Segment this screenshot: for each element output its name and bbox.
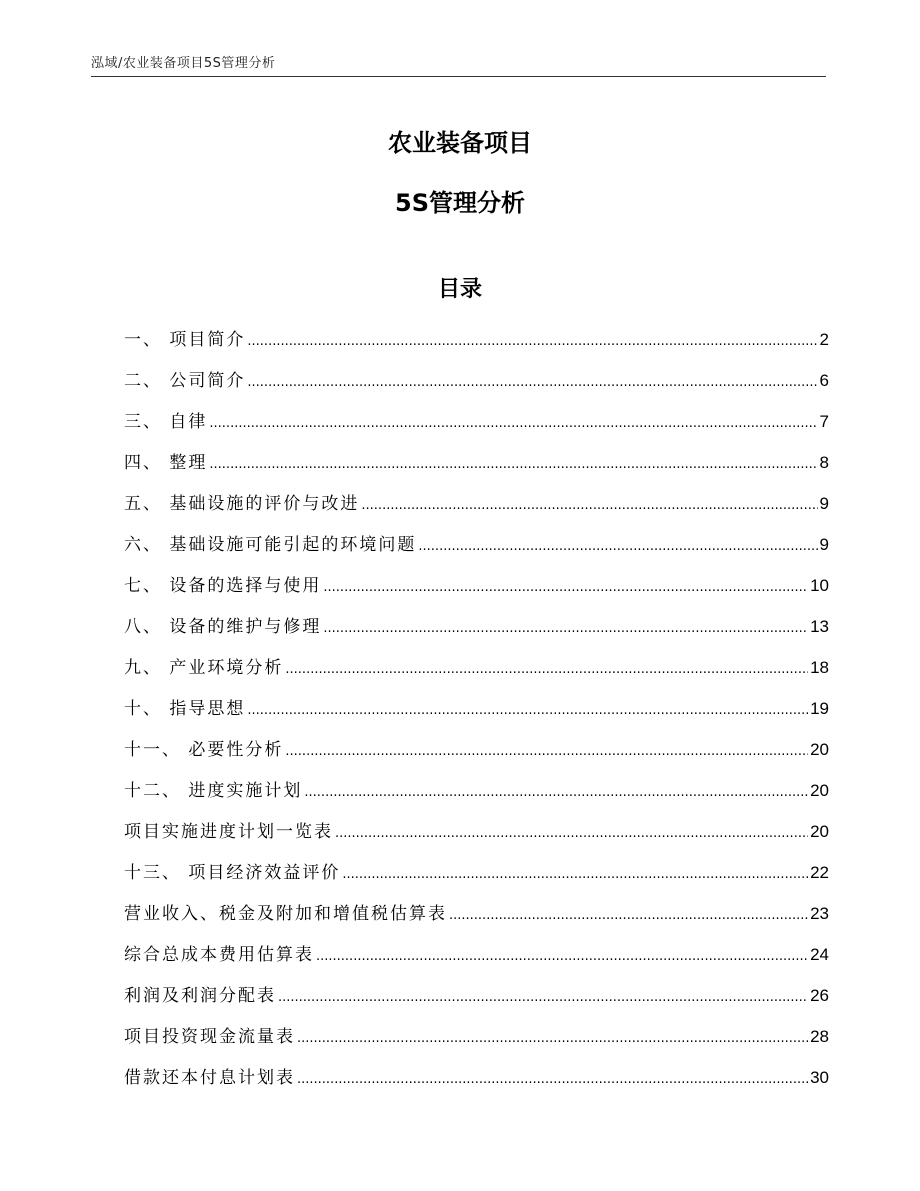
toc-entry-page: 7 bbox=[819, 412, 829, 431]
toc-entry-label: 项目实施进度计划一览表 bbox=[124, 822, 333, 842]
toc-leader-dots bbox=[297, 1072, 808, 1087]
toc-leader-dots bbox=[247, 375, 817, 390]
toc-entry-label: 综合总成本费用估算表 bbox=[124, 945, 314, 965]
toc-entry[interactable] bbox=[124, 735, 829, 776]
toc-heading: 目录 bbox=[437, 277, 482, 302]
toc-entry-page: 10 bbox=[810, 576, 829, 595]
toc-entry-label: 十一、 必要性分析 bbox=[124, 740, 284, 760]
toc-entry-page: 28 bbox=[810, 1027, 829, 1046]
toc-entry-page: 20 bbox=[810, 781, 829, 800]
toc-entry-page: 9 bbox=[819, 494, 829, 513]
toc-leader-dots bbox=[297, 1031, 808, 1046]
toc-entry-page: 26 bbox=[810, 986, 829, 1005]
toc-entry-label: 三、 自律 bbox=[124, 412, 208, 432]
toc-entry[interactable] bbox=[124, 571, 829, 612]
running-header: 泓域/农业装备项目5S管理分析 bbox=[91, 56, 276, 71]
toc-entry[interactable] bbox=[124, 653, 829, 694]
toc-leader-dots bbox=[285, 744, 808, 759]
toc-entry[interactable] bbox=[124, 981, 829, 1022]
toc-entry-label: 二、 公司简介 bbox=[124, 371, 246, 391]
toc-entry-page: 20 bbox=[810, 822, 829, 841]
toc-leader-dots bbox=[361, 498, 817, 513]
toc-entry-label: 八、 设备的维护与修理 bbox=[124, 617, 322, 637]
header-divider bbox=[91, 76, 826, 77]
toc-leader-dots bbox=[335, 826, 808, 841]
toc-entry-label: 十、 指导思想 bbox=[124, 699, 246, 719]
toc-entry[interactable] bbox=[124, 489, 829, 530]
toc-entry-page: 8 bbox=[819, 453, 829, 472]
toc-entry-label: 七、 设备的选择与使用 bbox=[124, 576, 322, 596]
document-title: 农业装备项目 bbox=[388, 129, 532, 157]
toc-leader-dots bbox=[247, 334, 817, 349]
toc-leader-dots bbox=[323, 621, 808, 636]
toc-entry[interactable] bbox=[124, 940, 829, 981]
toc-leader-dots bbox=[247, 703, 808, 718]
toc-entry-label: 十二、 进度实施计划 bbox=[124, 781, 303, 801]
toc-leader-dots bbox=[342, 867, 808, 882]
toc-entry-label: 利润及利润分配表 bbox=[124, 986, 276, 1006]
toc-entry-label: 九、 产业环境分析 bbox=[124, 658, 284, 678]
toc-entry-label: 借款还本付息计划表 bbox=[124, 1068, 295, 1088]
toc-entry-page: 13 bbox=[810, 617, 829, 636]
toc-entry[interactable] bbox=[124, 530, 829, 571]
toc-leader-dots bbox=[278, 990, 808, 1005]
toc-entry-label: 营业收入、税金及附加和增值税估算表 bbox=[124, 904, 447, 924]
toc-entry-label: 五、 基础设施的评价与改进 bbox=[124, 494, 360, 514]
toc-leader-dots bbox=[323, 580, 808, 595]
toc-leader-dots bbox=[418, 539, 817, 554]
toc-entry-label: 十三、 项目经济效益评价 bbox=[124, 863, 341, 883]
toc-entry-label: 四、 整理 bbox=[124, 453, 208, 473]
toc-entry[interactable] bbox=[124, 858, 829, 899]
toc-entry-page: 30 bbox=[810, 1068, 829, 1087]
toc-entry-page: 6 bbox=[819, 371, 829, 390]
toc-leader-dots bbox=[285, 662, 808, 677]
toc-entry[interactable] bbox=[124, 817, 829, 858]
toc-entry[interactable] bbox=[124, 612, 829, 653]
toc-entry-page: 2 bbox=[819, 330, 829, 349]
toc-entry-page: 20 bbox=[810, 740, 829, 759]
toc-entry[interactable] bbox=[124, 1063, 829, 1104]
toc-entry-page: 22 bbox=[810, 863, 829, 882]
toc-entry[interactable] bbox=[124, 1022, 829, 1063]
toc-entry[interactable] bbox=[124, 325, 829, 366]
toc-leader-dots bbox=[209, 457, 817, 472]
toc-entry[interactable] bbox=[124, 366, 829, 407]
toc-entry[interactable] bbox=[124, 694, 829, 735]
toc-leader-dots bbox=[449, 908, 808, 923]
toc-entry-label: 一、 项目简介 bbox=[124, 330, 246, 350]
toc-entry-page: 19 bbox=[810, 699, 829, 718]
toc-leader-dots bbox=[304, 785, 808, 800]
toc-entry[interactable] bbox=[124, 776, 829, 817]
toc-entry[interactable] bbox=[124, 899, 829, 940]
toc-entry-page: 18 bbox=[810, 658, 829, 677]
table-of-contents bbox=[124, 325, 829, 1104]
toc-entry-label: 项目投资现金流量表 bbox=[124, 1027, 295, 1047]
toc-leader-dots bbox=[209, 416, 817, 431]
toc-entry-page: 24 bbox=[810, 945, 829, 964]
document-subtitle: 5S管理分析 bbox=[395, 189, 525, 217]
toc-entry-page: 23 bbox=[810, 904, 829, 923]
toc-entry[interactable] bbox=[124, 448, 829, 489]
toc-leader-dots bbox=[316, 949, 808, 964]
toc-entry-page: 9 bbox=[819, 535, 829, 554]
toc-entry[interactable] bbox=[124, 407, 829, 448]
toc-entry-label: 六、 基础设施可能引起的环境问题 bbox=[124, 535, 417, 555]
